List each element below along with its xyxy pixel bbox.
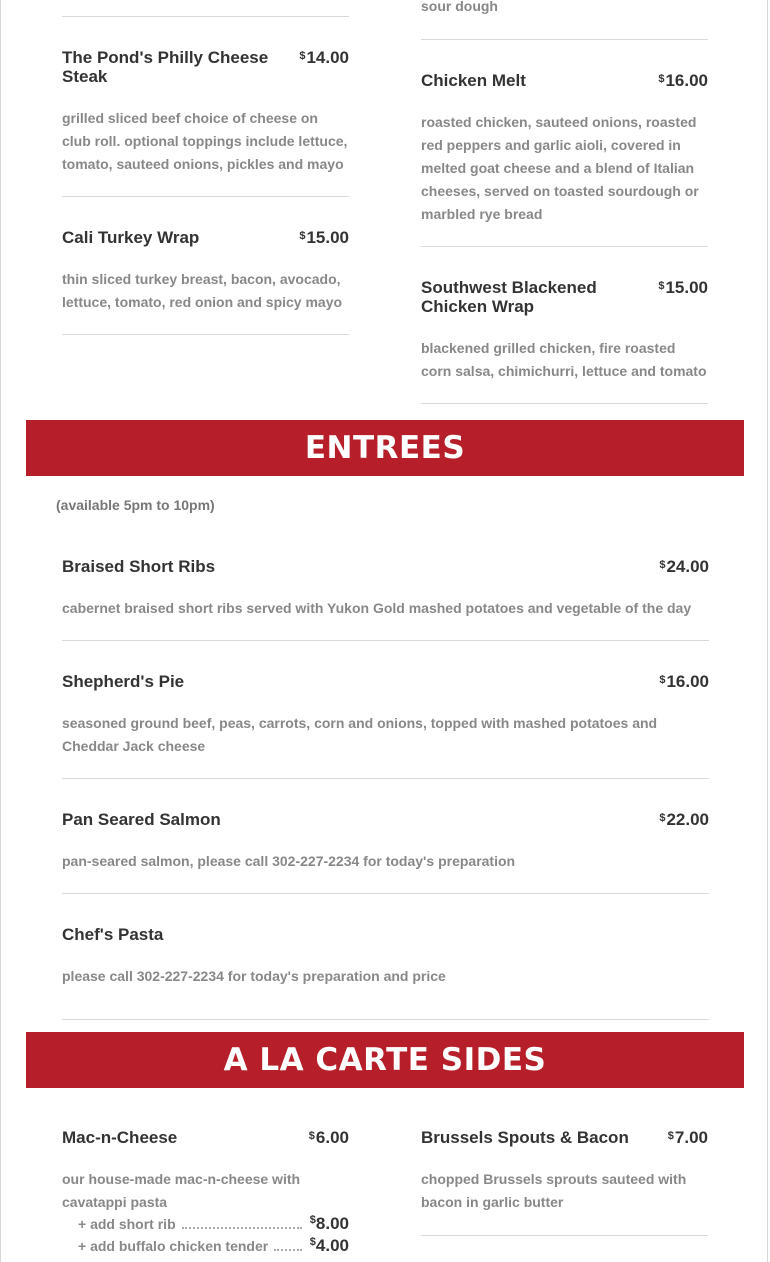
sandwiches-left-column	[62, 0, 349, 335]
item-description: grilled sliced beef choice of cheese on club roll. optional toppings include lettuce, tomato, sauteed onions, pickles and mayo	[62, 110, 348, 172]
addon-short-rib: + add short rib $8.00	[78, 1214, 349, 1233]
item-price: $15.00	[658, 278, 708, 297]
item-price: $7.00	[667, 1128, 708, 1147]
divider	[62, 1019, 709, 1020]
section-title: ENTREES	[304, 430, 466, 466]
item-description: please call 302-227-2234 for today's preparation and price	[62, 968, 446, 984]
item-description: roasted chicken, sauteed onions, roasted red peppers and garlic aioli, covered in melted goat cheese and a blend of Italian cheeses, served on toasted sourdough or marbled rye bread	[421, 114, 699, 222]
item-name: Cali Turkey Wrap	[62, 228, 200, 247]
item-description: pan-seared salmon, please call 302-227-2234 for today's preparation	[62, 853, 516, 869]
item-price: $14.00	[299, 48, 349, 67]
item-description: cabernet braised short ribs served with Yukon Gold mashed potatoes and vegetable of the day	[62, 600, 692, 616]
availability-note: (available 5pm to 10pm)	[56, 497, 215, 513]
item-name: Brussels Spouts & Bacon	[421, 1128, 629, 1147]
menu-item-braised-short-ribs	[62, 557, 709, 620]
sandwiches-right-column	[421, 0, 708, 404]
item-price: $15.00	[299, 228, 349, 247]
menu-item-cali-turkey-wrap	[62, 228, 349, 314]
item-name: Braised Short Ribs	[62, 557, 216, 576]
item-price: $24.00	[659, 557, 709, 576]
addon-buffalo-chicken-tender: + add buffalo chicken tender $4.00	[78, 1236, 349, 1255]
divider	[62, 893, 709, 894]
menu-item-mac-n-cheese	[62, 1128, 349, 1258]
item-description-fragment: sour dough	[421, 0, 498, 14]
sides-right-column	[421, 1128, 708, 1236]
divider	[62, 196, 349, 197]
item-price: $6.00	[308, 1128, 349, 1147]
item-description: seasoned ground beef, peas, carrots, corn and onions, topped with mashed potatoes and Cheddar Jack cheese	[62, 715, 658, 754]
sides-left-column	[62, 1128, 349, 1258]
item-name: The Pond's Philly Cheese Steak	[62, 48, 269, 86]
item-name: Shepherd's Pie	[62, 672, 185, 691]
divider	[62, 16, 349, 17]
divider	[62, 334, 349, 335]
divider	[62, 778, 709, 779]
menu-item-chefs-pasta	[62, 925, 709, 988]
section-title: A LA CARTE SIDES	[223, 1042, 547, 1078]
item-description: thin sliced turkey breast, bacon, avocado, lettuce, tomato, red onion and spicy mayo	[62, 271, 343, 310]
dot-leader	[182, 1227, 302, 1229]
menu-item-brussels-spouts-bacon	[421, 1128, 708, 1214]
addon-price: $4.00	[309, 1236, 349, 1255]
menu-item-chicken-melt	[421, 71, 708, 226]
section-banner-sides	[26, 1032, 744, 1088]
divider	[421, 1235, 708, 1236]
item-price: $16.00	[659, 672, 709, 691]
divider	[421, 39, 708, 40]
dot-leader	[274, 1249, 302, 1251]
divider	[421, 246, 708, 247]
section-banner-entrees	[26, 420, 744, 476]
item-name: Southwest Blackened Chicken Wrap	[421, 278, 597, 316]
item-description: chopped Brussels sprouts sauteed with bacon in garlic butter	[421, 1171, 687, 1210]
item-name: Pan Seared Salmon	[62, 810, 221, 829]
menu-item-pan-seared-salmon	[62, 810, 709, 873]
entrees-list	[62, 557, 709, 1020]
item-price: $16.00	[658, 71, 708, 90]
item-price: $22.00	[659, 810, 709, 829]
item-name: Chef's Pasta	[62, 925, 164, 944]
item-name: Chicken Melt	[421, 71, 526, 90]
menu-item-shepherds-pie	[62, 672, 709, 758]
addon-price: $8.00	[309, 1214, 349, 1233]
item-description: our house-made mac-n-cheese with cavatappi pasta	[62, 1171, 301, 1210]
divider	[62, 640, 709, 641]
divider	[421, 403, 708, 404]
menu-item-philly-cheese-steak	[62, 48, 349, 176]
item-name: Mac-n-Cheese	[62, 1128, 178, 1147]
menu-item-southwest-blackened-chicken-wrap	[421, 278, 708, 383]
item-description: blackened grilled chicken, fire roasted corn salsa, chimichurri, lettuce and tomato	[421, 340, 707, 379]
